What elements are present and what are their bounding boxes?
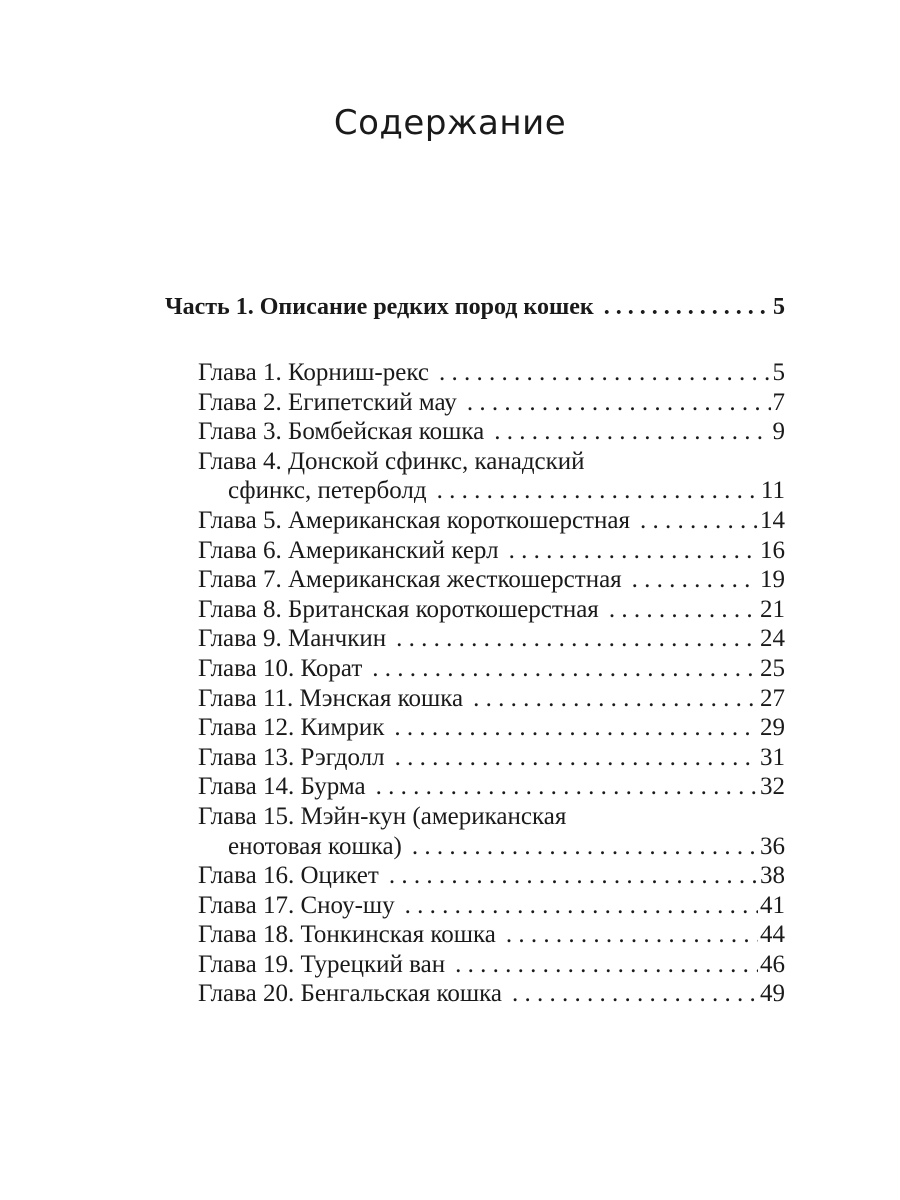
toc-chapter-entry[interactable] [198,506,785,536]
dot-leader [467,388,771,418]
page-title: Содержание [333,102,567,143]
chapter-page-number: 14 [760,506,785,534]
toc-chapter-entry[interactable] [198,920,785,950]
chapter-title-line [198,388,785,418]
chapter-title-line [198,891,785,921]
chapter-page-number: 36 [760,832,785,860]
chapter-page-number: 24 [760,625,785,653]
chapter-page-number: 5 [772,359,785,386]
chapter-title-line [198,595,785,625]
dot-leader [394,713,758,743]
dot-leader [455,950,758,980]
chapter-title-line [198,713,785,743]
chapter-title-continuation [198,476,785,506]
chapter-title-line [198,861,785,891]
chapter-page-number: 49 [760,980,785,1008]
chapter-title: Глава 5. Американская короткошерстная [198,506,630,534]
chapter-title: Глава 13. Рэгдолл [198,743,385,771]
dot-leader [640,506,758,536]
chapter-page-number: 21 [760,595,785,623]
chapter-title-line [198,772,785,802]
chapter-page-number: 16 [760,536,785,564]
dot-leader [609,595,758,625]
chapter-title: Глава 6. Американский керл [198,536,499,564]
chapter-title-line [198,506,785,536]
toc-chapter-entry[interactable] [198,713,785,743]
dot-leader [376,772,758,802]
toc-chapter-entry[interactable] [198,388,785,418]
chapter-page-number: 29 [760,714,785,742]
toc-chapter-entry[interactable] [198,536,785,566]
chapter-title: Глава 17. Сноу-шу [198,891,395,919]
toc-chapter-entry[interactable] [198,950,785,980]
chapter-title-line [198,358,785,388]
table-of-contents [165,294,785,1009]
dot-leader [395,743,758,773]
toc-chapter-entry[interactable] [198,743,785,773]
chapter-title-line [198,624,785,654]
chapter-title: Глава 14. Бурма [198,773,366,801]
chapter-title: Глава 9. Манчкин [198,625,387,653]
chapter-title-line [198,536,785,566]
chapter-title-line [198,743,785,773]
toc-part-entry[interactable] [165,294,785,334]
chapter-page-number: 9 [772,418,785,446]
chapter-title: Глава 11. Мэнская кошка [198,684,464,712]
chapter-title: Глава 4. Донской сфинкс, канадский [198,447,585,475]
chapter-title: енотовая кошка) [228,832,402,860]
chapter-title-line [198,979,785,1009]
chapter-title: сфинкс, петерболд [228,477,427,505]
dot-leader [437,476,759,506]
chapter-title-line [198,565,785,595]
chapter-title-line [198,802,785,832]
dot-leader [506,920,758,950]
chapter-page-number: 19 [760,566,785,594]
chapter-title-line [198,950,785,980]
chapter-title: Глава 20. Бенгальская кошка [198,980,502,1008]
dot-leader [396,624,758,654]
dot-leader [604,294,771,321]
dot-leader [512,979,758,1009]
chapter-title-line [198,684,785,714]
chapter-page-number: 27 [760,684,785,712]
dot-leader [372,654,758,684]
dot-leader [405,891,758,921]
toc-chapter-entry[interactable] [198,624,785,654]
chapter-list [198,358,785,1009]
toc-chapter-entry[interactable] [198,802,785,861]
toc-chapter-entry[interactable] [198,447,785,506]
toc-chapter-entry[interactable] [198,772,785,802]
dot-leader [509,536,758,566]
toc-chapter-entry[interactable] [198,595,785,625]
chapter-title: Глава 3. Бомбейская кошка [198,418,485,446]
toc-chapter-entry[interactable] [198,861,785,891]
dot-leader [389,861,758,891]
toc-chapter-entry[interactable] [198,565,785,595]
chapter-page-number: 7 [772,388,785,416]
chapter-page-number: 44 [760,921,785,949]
chapter-page-number: 31 [760,743,785,771]
chapter-title-line [198,654,785,684]
chapter-title-line [198,447,785,477]
chapter-title-line [198,920,785,950]
part-title: Часть 1. Описание редких пород кошек [165,294,594,320]
chapter-page-number: 46 [760,950,785,978]
chapter-title: Глава 8. Британская короткошерстная [198,595,599,623]
chapter-title: Глава 2. Египетский мау [198,388,457,416]
chapter-page-number: 38 [760,862,785,890]
chapter-page-number: 25 [760,654,785,682]
chapter-page-number: 11 [760,477,785,505]
toc-chapter-entry[interactable] [198,358,785,388]
toc-chapter-entry[interactable] [198,891,785,921]
chapter-title: Глава 15. Мэйн-кун (американская [198,802,567,830]
toc-chapter-entry[interactable] [198,417,785,447]
toc-chapter-entry[interactable] [198,684,785,714]
chapter-title: Глава 12. Кимрик [198,714,385,742]
chapter-title: Глава 7. Американская жесткошерстная [198,566,622,594]
toc-chapter-entry[interactable] [198,654,785,684]
chapter-title: Глава 18. Тонкинская кошка [198,921,496,949]
chapter-title: Глава 10. Корат [198,654,363,682]
dot-leader [473,684,758,714]
dot-leader [632,565,758,595]
chapter-title: Глава 1. Корниш-рекс [198,359,429,386]
chapter-title: Глава 19. Турецкий ван [198,950,446,978]
toc-chapter-entry[interactable] [198,979,785,1009]
chapter-page-number: 32 [760,773,785,801]
part-page-number: 5 [773,294,785,320]
dot-leader [494,417,770,447]
dot-leader [412,832,758,862]
chapter-page-number: 41 [760,891,785,919]
chapter-title: Глава 16. Оцикет [198,862,379,890]
chapter-title-line [198,417,785,447]
chapter-title-continuation [198,832,785,862]
dot-leader [439,358,771,388]
